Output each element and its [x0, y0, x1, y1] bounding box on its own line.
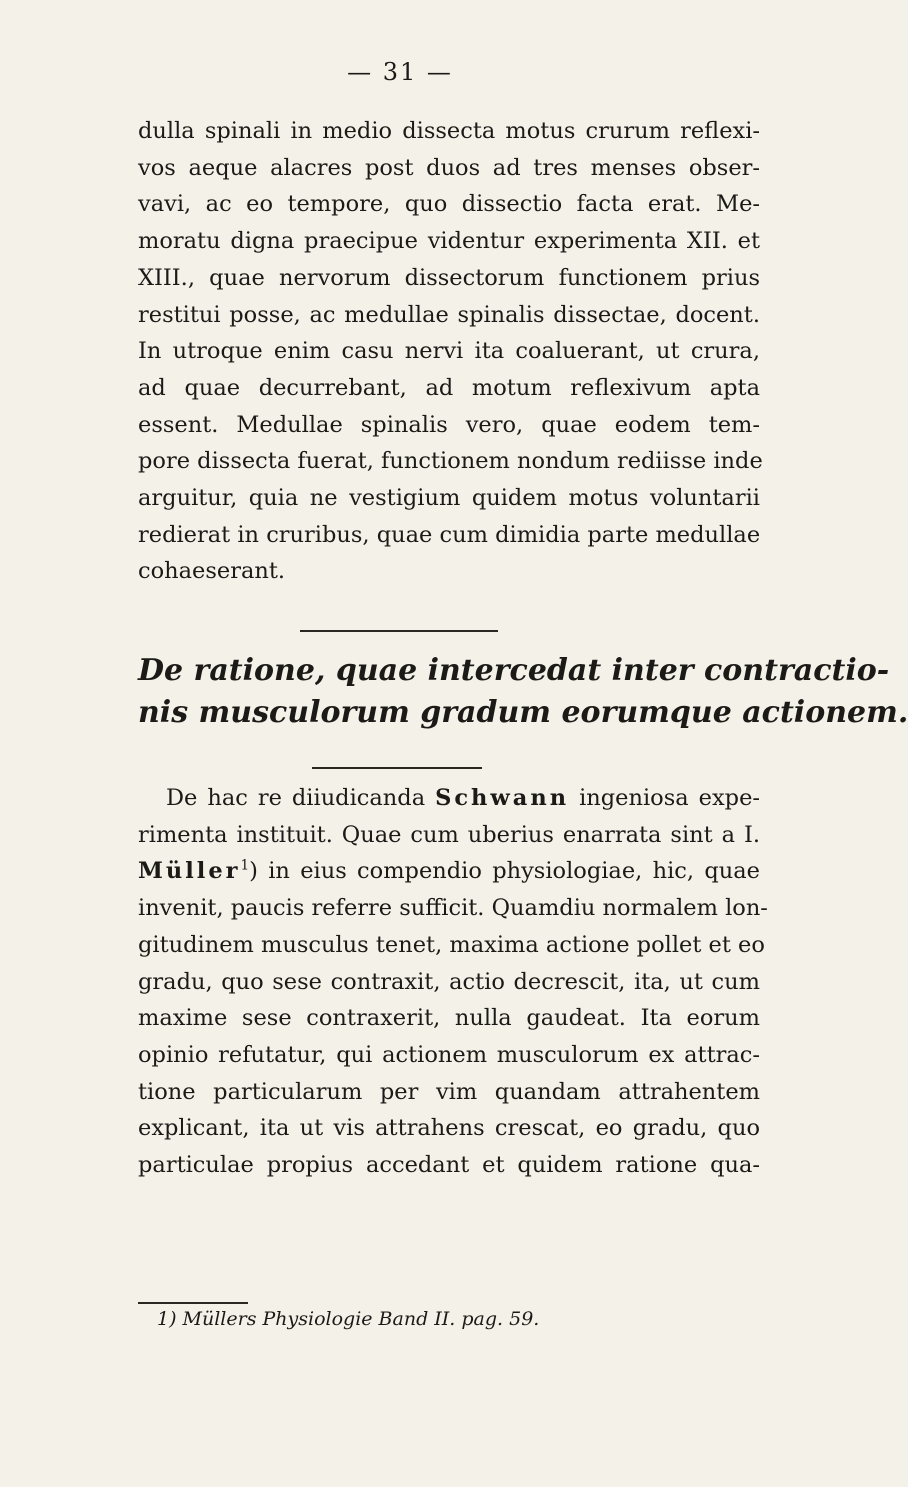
text-line: restitui posse, ac medullae spinalis dissectae, docent.	[138, 301, 760, 328]
heading-line-2: nis musculorum gradum eorumque actionem.	[138, 695, 908, 730]
text-line: particulae propius accedant et quidem ratione qua-	[138, 1152, 760, 1179]
text-line: opinio refutatur, qui actionem musculorum ex attrac-	[138, 1041, 760, 1068]
text-line: maxime sese contraxerit, nulla gaudeat. Ita eorum	[138, 1005, 760, 1032]
text-line: essent. Medullae spinalis vero, quae eodem tem-	[138, 411, 760, 438]
text-line: tione particularum per vim quandam attrahentem	[138, 1078, 760, 1105]
paragraph-1	[138, 113, 763, 590]
text-line: moratu digna praecipue videntur experimenta XII. et	[138, 228, 760, 255]
page-number: — 31 —	[347, 58, 453, 86]
text-line: gradu, quo sese contraxit, actio decrescit, ita, ut cum	[138, 968, 760, 995]
text-line: redierat in cruribus, quae cum dimidia parte medullae	[138, 521, 761, 548]
text-line: explicant, ita ut vis attrahens crescat, eo gradu, quo	[138, 1115, 760, 1142]
author-name-muller: Müller	[138, 858, 241, 885]
text-line: rimenta instituit. Quae cum uberius enarrata sint a I.	[138, 821, 760, 848]
text-line: invenit, paucis referre sufficit. Quamdiu normalem lon-	[138, 895, 768, 922]
text-line: dulla spinali in medio dissecta motus crurum reflexi-	[138, 118, 760, 144]
section-heading	[138, 650, 908, 734]
text-line: ad quae decurrebant, ad motum reflexivum apta	[138, 374, 760, 401]
text-line: pore dissecta fuerat, functionem nondum rediisse inde	[138, 448, 763, 475]
footnote: 1) Müllers Physiologie Band II. pag. 59.	[157, 1308, 540, 1330]
text-line: gitudinem musculus tenet, maxima actione pollet et eo	[138, 931, 765, 958]
text-line: XIII., quae nervorum dissectorum functionem prius	[138, 264, 760, 291]
footnote-marker: 1	[240, 857, 250, 874]
text-line: vavi, ac eo tempore, quo dissectio facta erat. Me-	[138, 191, 760, 218]
section-divider-bottom	[312, 767, 482, 769]
text-line: De hac re diiudicanda Schwann ingeniosa expe-	[166, 785, 760, 811]
section-divider-top	[300, 630, 498, 632]
heading-line-1: De ratione, quae intercedat inter contractio-	[138, 653, 890, 688]
text-line: In utroque enim casu nervi ita coaluerant, ut crura,	[138, 338, 760, 365]
text-line: cohaeserant.	[138, 558, 286, 585]
footnote-divider	[138, 1302, 248, 1304]
author-name-schwann: Schwann	[435, 785, 570, 811]
paragraph-2	[138, 780, 768, 1184]
text-line: Müller$^1$) in eius compendio physiologiae, hic, quae	[138, 857, 760, 885]
text-line: vos aeque alacres post duos ad tres menses obser-	[138, 154, 760, 181]
text-line: arguitur, quia ne vestigium quidem motus voluntarii	[138, 485, 760, 512]
